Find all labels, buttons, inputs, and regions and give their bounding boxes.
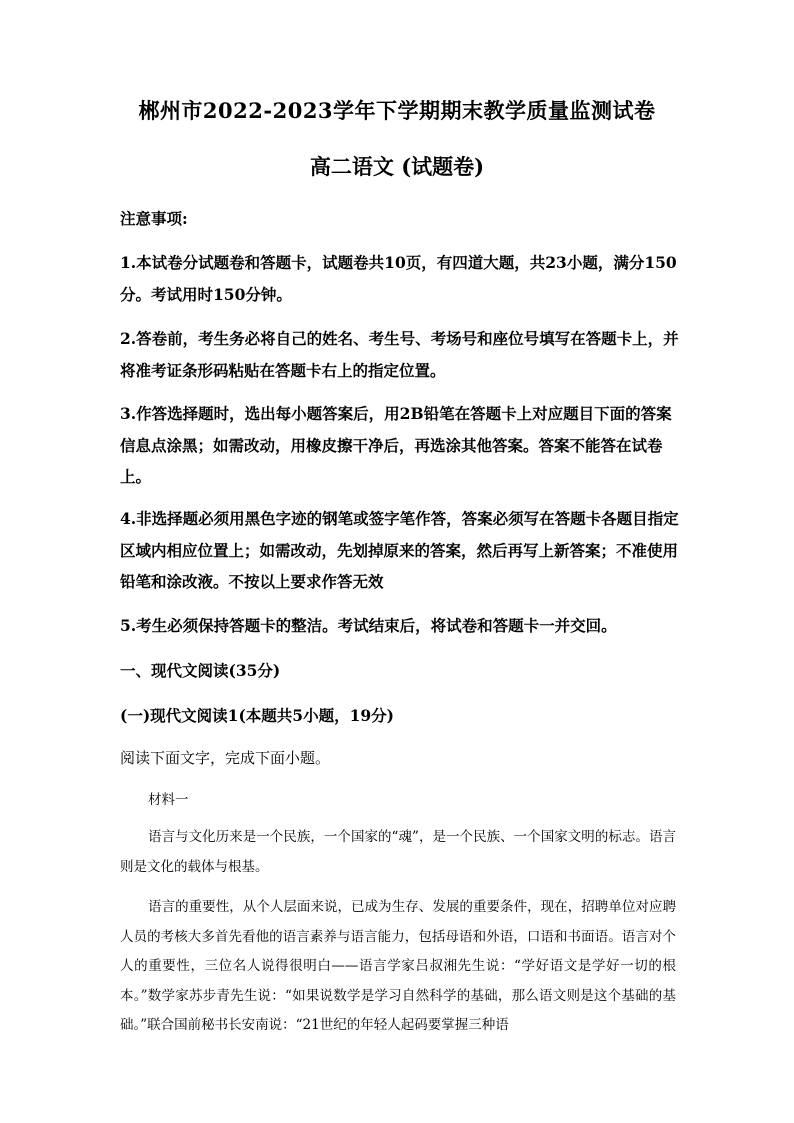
section-heading: 一、现代文阅读(35分) xyxy=(120,661,281,680)
material-paragraph-1: 语言与文化历来是一个民族，一个国家的“魂”，是一个民族、一个国家文明的标志。语言则是文化的载体与根基。 xyxy=(120,829,676,875)
note-item-5: 5.考生必须保持答题卡的整洁。考试结束后，将试卷和答题卡一并交回。 xyxy=(120,616,617,635)
material-paragraph-2: 语言的重要性，从个人层面来说，已成为生存、发展的重要条件，现在，招聘单位对应聘人员的考核大多首先看他的语言素养与语言能力，包括母语和外语，口语和书面语。语言对个人的重要性，三位名人说得很明白——语言学家吕叔湘先生说：“学好语文是学好一切的根本。”数学家苏步青先生说：“如果说数学是学习自然科学的基础，那么语文则是这个基础的基础。”联合国前秘书长安南说：“21世纪的年轻人起码要掌握三种语 xyxy=(120,899,676,1033)
note-item-3: 3.作答选择题时，选出每小题答案后，用2B铅笔在答题卡上对应题目下面的答案信息点涂黑；如需改动，用橡皮擦干净后，再选涂其他答案。答案不能答在试卷上。 xyxy=(120,404,672,486)
document-subtitle: 高二语文 (试题卷) xyxy=(309,154,485,179)
note-item-2: 2.答卷前，考生务必将自己的姓名、考生号、考场号和座位号填写在答题卡上，并将准考证条形码粘贴在答题卡右上的指定位置。 xyxy=(120,329,679,380)
material-label: 材料一 xyxy=(148,792,189,808)
notes-heading: 注意事项: xyxy=(120,209,188,228)
document-title: 郴州市2022-2023学年下学期期末教学质量监测试卷 xyxy=(138,98,656,123)
note-item-1: 1.本试卷分试题卷和答题卡，试题卷共10页，有四道大题，共23小题，满分150分。考试用时150分钟。 xyxy=(120,253,677,304)
reading-instruction: 阅读下面文字，完成下面小题。 xyxy=(120,750,331,767)
section-subheading: (一)现代文阅读1(本题共5小题，19分) xyxy=(120,706,394,725)
note-item-4: 4.非选择题必须用黑色字迹的钢笔或签字笔作答，答案必须写在答题卡各题目指定区域内相应位置上；如需改动，先划掉原来的答案，然后再写上新答案；不准使用铅笔和涂改液。不按以上要求作答无效 xyxy=(120,509,679,591)
